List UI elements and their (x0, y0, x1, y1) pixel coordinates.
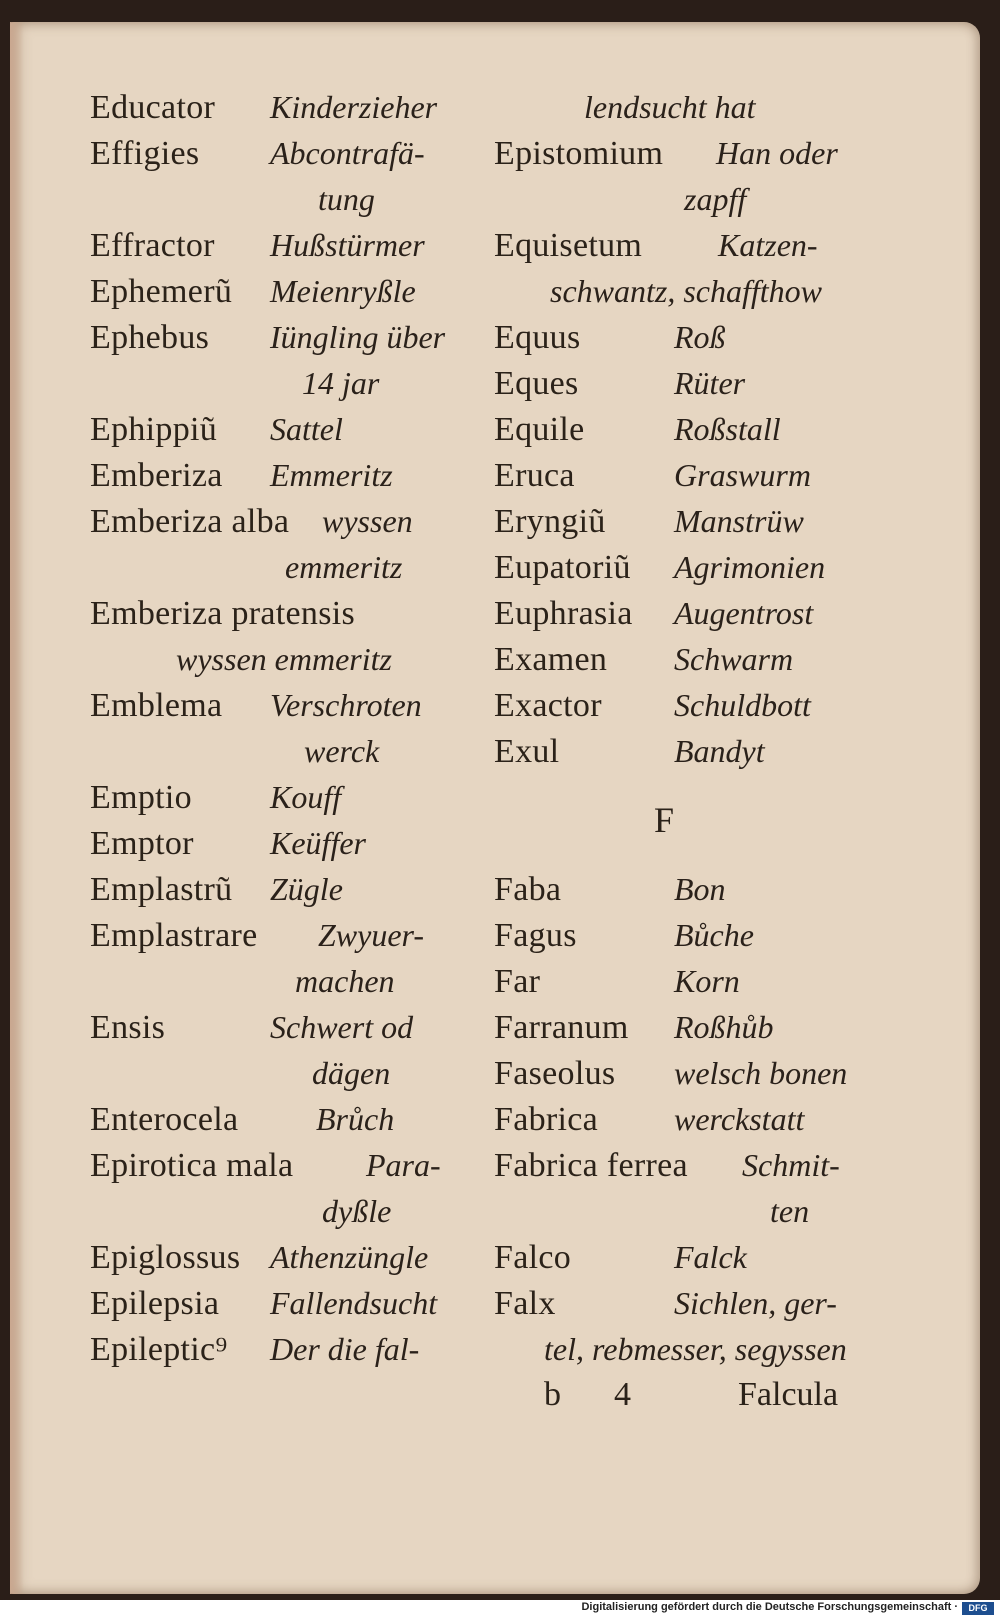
latin-term: Emplastrare (90, 917, 258, 954)
latin-term: Emptor (90, 825, 194, 862)
german-gloss: Verschroten (270, 687, 422, 723)
german-gloss: Kinderzieher (270, 89, 438, 125)
entry-continuation (90, 1188, 470, 1234)
latin-term: Exul (494, 733, 560, 770)
right-column (494, 84, 894, 1418)
german-gloss: Para- (366, 1147, 441, 1183)
footer-bar (0, 1600, 1000, 1617)
german-gloss: Keüffer (270, 825, 366, 861)
signature-number: 4 (614, 1376, 631, 1413)
german-gloss: Hußstürmer (270, 227, 425, 263)
german-gloss: Graswurm (674, 457, 811, 493)
latin-term: Faba (494, 871, 562, 908)
entry-continuation (494, 176, 894, 222)
latin-term: Effractor (90, 227, 215, 264)
entry-line (494, 130, 894, 176)
dfg-logo-icon: DFG (962, 1602, 994, 1615)
latin-term: Equisetum (494, 227, 643, 264)
entry-line (494, 636, 894, 682)
book-page (10, 22, 980, 1594)
latin-term: Emberiza alba (90, 503, 290, 540)
entry-line (90, 1004, 470, 1050)
entry-line (90, 1280, 470, 1326)
latin-term: Far (494, 963, 541, 1000)
latin-term: Equus (494, 319, 581, 356)
latin-term: Epirotica mala (90, 1147, 294, 1184)
german-gloss: Sichlen, ger- (674, 1285, 837, 1321)
entry-continuation (90, 636, 470, 682)
entry-line (90, 912, 470, 958)
german-gloss: Emmeritz (270, 457, 393, 493)
entry-line (494, 406, 894, 452)
latin-term: Falco (494, 1239, 572, 1276)
german-gloss: Bon (674, 871, 726, 907)
german-gloss: Rüter (674, 365, 746, 401)
german-gloss: Meienryßle (270, 273, 416, 309)
german-gloss: Roßstall (674, 411, 781, 447)
german-gloss: zapff (684, 181, 747, 217)
section-heading-f: F (653, 800, 675, 840)
entry-line (90, 222, 470, 268)
entry-continuation (494, 1188, 894, 1234)
catchword: Falcula (738, 1376, 839, 1413)
entry-line (90, 820, 470, 866)
entry-line (494, 1234, 894, 1280)
german-gloss: tel, rebmesser, segyssen (544, 1331, 847, 1367)
latin-term: Faseolus (494, 1055, 616, 1092)
german-gloss: werckstatt (674, 1101, 805, 1137)
german-gloss: Han oder (716, 135, 838, 171)
latin-term: Epileptic⁹ (90, 1331, 228, 1368)
german-gloss: Bandyt (674, 733, 765, 769)
latin-term: Fabrica ferrea (494, 1147, 688, 1184)
entry-line (494, 590, 894, 636)
latin-term: Emberiza pratensis (90, 595, 356, 632)
entry-continuation (494, 84, 894, 130)
entry-line (494, 728, 894, 774)
latin-term: Emptio (90, 779, 192, 816)
german-gloss: emmeritz (285, 549, 403, 585)
german-gloss: 14 jar (302, 365, 380, 401)
latin-term: Eryngiũ (494, 503, 606, 540)
german-gloss: wyssen emmeritz (176, 641, 392, 677)
german-gloss: ten (770, 1193, 810, 1229)
entry-line (494, 498, 894, 544)
german-gloss: Iüngling über (270, 319, 446, 355)
german-gloss: Zügle (270, 871, 343, 907)
entry-continuation (494, 268, 894, 314)
german-gloss: Fallendsucht (270, 1285, 438, 1321)
signature-letter: b (544, 1376, 561, 1413)
entry-line (90, 590, 470, 636)
latin-term: Eruca (494, 457, 575, 494)
german-gloss: Korn (674, 963, 740, 999)
german-gloss: tung (318, 181, 375, 217)
entry-continuation (90, 176, 470, 222)
entry-line (90, 498, 470, 544)
latin-term: Farranum (494, 1009, 629, 1046)
latin-term: Effigies (90, 135, 200, 172)
latin-term: Emberiza (90, 457, 223, 494)
entry-line (494, 1096, 894, 1142)
entry-line (494, 958, 894, 1004)
latin-term: Equile (494, 411, 585, 448)
german-gloss: Katzen- (718, 227, 818, 263)
entry-continuation (90, 544, 470, 590)
latin-term: Enterocela (90, 1101, 239, 1138)
german-gloss: Roßhůb (674, 1009, 774, 1045)
german-gloss: Sattel (270, 411, 343, 447)
german-gloss: Bůche (674, 917, 754, 953)
german-gloss: Schmit- (742, 1147, 840, 1183)
latin-term: Euphrasia (494, 595, 633, 632)
entry-line (494, 866, 894, 912)
latin-term: Emplastrũ (90, 871, 233, 908)
entry-line (90, 130, 470, 176)
entry-line (494, 1050, 894, 1096)
latin-term: Emblema (90, 687, 223, 724)
entry-line (494, 912, 894, 958)
german-gloss: Der die fal- (270, 1331, 420, 1367)
entry-line (494, 682, 894, 728)
german-gloss: Kouff (270, 779, 342, 815)
latin-term: Eupatoriũ (494, 549, 631, 586)
entry-line (90, 268, 470, 314)
latin-term: Epistomium (494, 135, 664, 172)
german-gloss: wyssen (322, 503, 413, 539)
entry-line (494, 1280, 894, 1326)
german-gloss: Schuldbott (674, 687, 811, 723)
left-column (90, 84, 470, 1372)
latin-term: Falx (494, 1285, 556, 1322)
entry-line (494, 222, 894, 268)
entry-line (90, 682, 470, 728)
entry-line (90, 1142, 470, 1188)
entry-continuation (90, 958, 470, 1004)
entry-continuation (494, 1326, 894, 1372)
german-gloss: lendsucht hat (584, 89, 756, 125)
latin-term: Fabrica (494, 1101, 599, 1138)
german-gloss: Athenzüngle (270, 1239, 429, 1275)
entry-line (494, 314, 894, 360)
german-gloss: Zwyuer- (318, 917, 425, 953)
entry-line (90, 84, 470, 130)
german-gloss: dägen (312, 1055, 391, 1091)
entry-line (90, 1096, 470, 1142)
german-gloss: Agrimonien (674, 549, 826, 585)
latin-term: Ensis (90, 1009, 166, 1046)
german-gloss: Brůch (316, 1101, 395, 1137)
entry-line (494, 360, 894, 406)
german-gloss: Manstrüw (674, 503, 804, 539)
german-gloss: welsch bonen (674, 1055, 848, 1091)
entry-line (90, 1326, 470, 1372)
entry-line (90, 406, 470, 452)
entry-line (90, 1234, 470, 1280)
entry-line (494, 1142, 894, 1188)
german-gloss: schwantz, schaffthow (550, 273, 823, 309)
entry-line (494, 1004, 894, 1050)
latin-term: Fagus (494, 917, 577, 954)
entry-continuation (90, 728, 470, 774)
entry-line (494, 544, 894, 590)
latin-term: Ephebus (90, 319, 210, 356)
signature-line (494, 1372, 894, 1418)
footer-credit: Digitalisierung gefördert durch die Deutsche Forschungsgemeinschaft · (581, 1601, 958, 1613)
latin-term: Epiglossus (90, 1239, 241, 1276)
entry-line (90, 866, 470, 912)
latin-term: Eques (494, 365, 579, 402)
german-gloss: Schwarm (674, 641, 794, 677)
latin-term: Examen (494, 641, 608, 678)
german-gloss: werck (304, 733, 380, 769)
entry-line (90, 774, 470, 820)
entry-line (90, 452, 470, 498)
latin-term: Ephemerũ (90, 273, 233, 310)
entry-continuation (90, 360, 470, 406)
entry-continuation (90, 1050, 470, 1096)
latin-term: Epilepsia (90, 1285, 220, 1322)
german-gloss: Abcontrafä- (270, 135, 425, 171)
german-gloss: Falck (674, 1239, 747, 1275)
latin-term: Exactor (494, 687, 602, 724)
german-gloss: Augentrost (674, 595, 814, 631)
german-gloss: machen (295, 963, 395, 999)
german-gloss: dyßle (322, 1193, 392, 1229)
latin-term: Ephippiũ (90, 411, 218, 448)
latin-term: Educator (90, 89, 216, 126)
german-gloss: Roß (674, 319, 726, 355)
entry-line (494, 452, 894, 498)
entry-line (90, 314, 470, 360)
german-gloss: Schwert od (270, 1009, 414, 1045)
